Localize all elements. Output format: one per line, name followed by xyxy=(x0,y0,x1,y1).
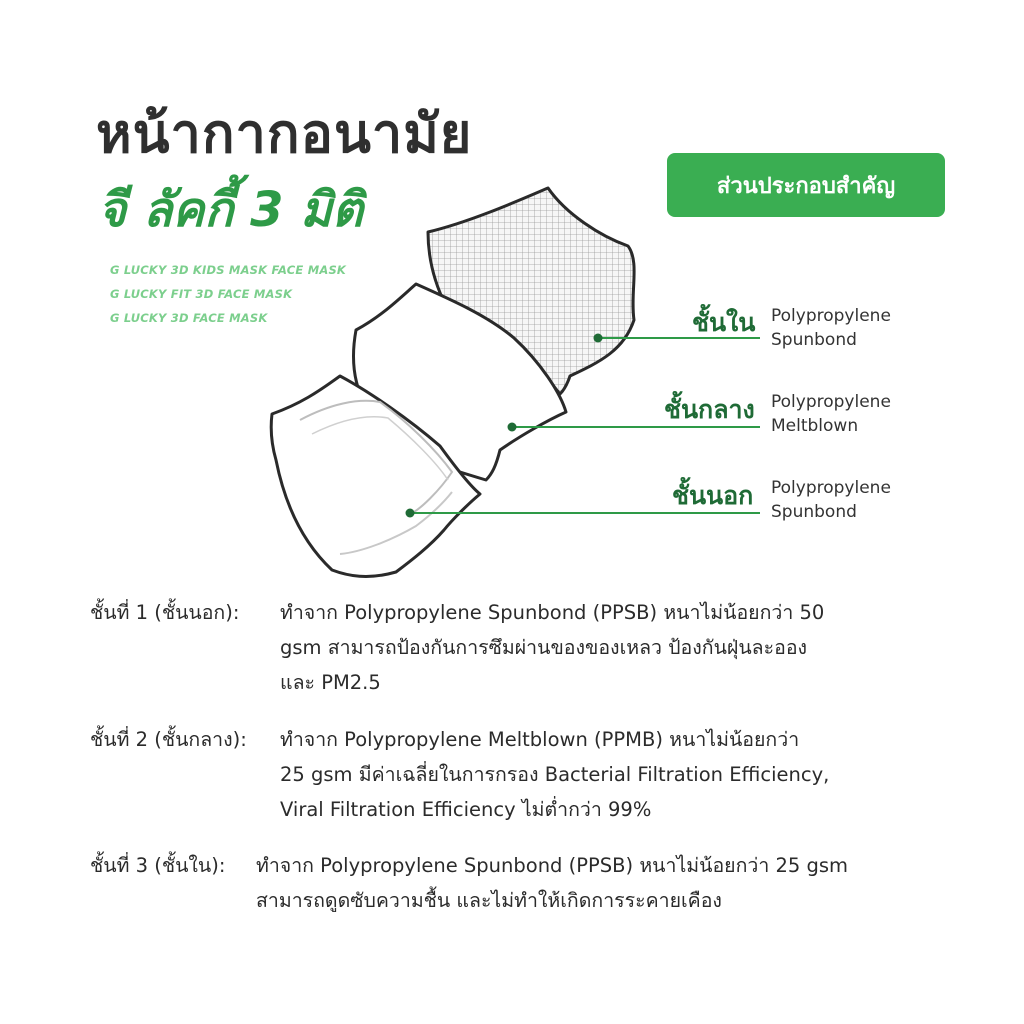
title-main: หน้ากากอนามัย xyxy=(96,102,473,165)
leader-dot-inner xyxy=(594,334,603,343)
leader-dot-middle xyxy=(508,423,517,432)
title-sub: จี ลัคกี้ 3 มิติ xyxy=(98,182,364,238)
product-line-item: G LUCKY 3D FACE MASK xyxy=(110,311,268,325)
layer-material-outer xyxy=(771,476,891,524)
layer-name-middle: ชั้นกลาง xyxy=(664,395,755,424)
layer-description-2 xyxy=(90,722,970,832)
layer-material-line: Polypropylene xyxy=(771,392,891,412)
layer-name-outer: ชั้นนอก xyxy=(672,481,754,510)
layer-material-line: Meltblown xyxy=(771,416,859,436)
components-badge: ส่วนประกอบสำคัญ xyxy=(667,153,945,217)
layer-description-line: และ PM2.5 xyxy=(280,671,381,694)
leader-dot-outer xyxy=(406,509,415,518)
layer-description-line: gsm สามารถป้องกันการซึมผ่านของของเหลว ป้องกันฝุ่นละออง xyxy=(280,636,808,659)
layer-description-line: Viral Filtration Efficiency ไม่ต่ำกว่า 99% xyxy=(280,798,652,821)
layer-description-3 xyxy=(90,848,970,923)
layer-name-inner: ชั้นใน xyxy=(692,308,756,337)
layer-description-line: ทำจาก Polypropylene Meltblown (PPMB) หนาไม่น้อยกว่า xyxy=(280,728,800,751)
layer-material-line: Spunbond xyxy=(771,502,857,522)
layer-description-line: 25 gsm มีค่าเฉลี่ยในการกรอง Bacterial Filtration Efficiency, xyxy=(280,763,830,786)
layer-description-label: ชั้นที่ 1 (ชั้นนอก): xyxy=(90,601,240,624)
layer-material-line: Polypropylene xyxy=(771,478,891,498)
layer-description-line: ทำจาก Polypropylene Spunbond (PPSB) หนาไม่น้อยกว่า 50 xyxy=(280,601,825,624)
layer-description-1 xyxy=(90,595,970,705)
layer-material-inner xyxy=(771,304,891,352)
layer-description-label: ชั้นที่ 3 (ชั้นใน): xyxy=(90,854,226,877)
layer-description-line: สามารถดูดซับความชื้น และไม่ทำให้เกิดการระคายเคือง xyxy=(256,889,722,912)
product-line-item: G LUCKY 3D KIDS MASK FACE MASK xyxy=(110,263,347,277)
product-line-item: G LUCKY FIT 3D FACE MASK xyxy=(110,287,293,301)
layer-material-line: Spunbond xyxy=(771,330,857,350)
layer-material-line: Polypropylene xyxy=(771,306,891,326)
layer-description-line: ทำจาก Polypropylene Spunbond (PPSB) หนาไม่น้อยกว่า 25 gsm xyxy=(256,854,849,877)
layer-description-label: ชั้นที่ 2 (ชั้นกลาง): xyxy=(90,728,247,751)
layer-material-middle xyxy=(771,390,891,438)
